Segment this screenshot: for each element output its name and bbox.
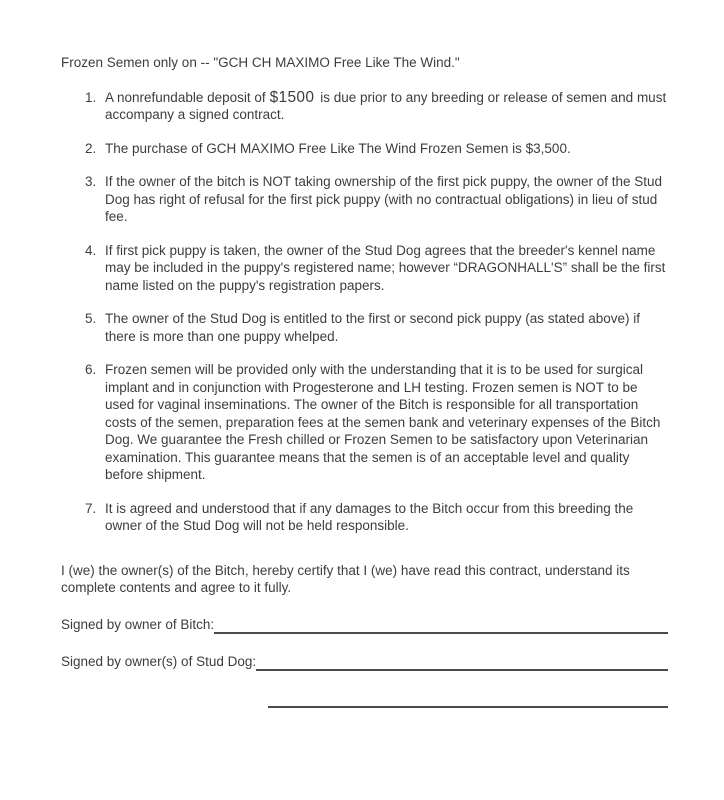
item-number: 6. bbox=[85, 362, 97, 377]
signature-label-stud-dog: Signed by owner(s) of Stud Dog: bbox=[61, 654, 257, 669]
item-text: If first pick puppy is taken, the owner of the Stud Dog agrees that the breeder's kennel name may be included in the puppy's registered name; however “DRAGONHALL'S” shall be the first name listed on the puppy's registration papers. bbox=[105, 242, 666, 293]
contract-term-7 bbox=[85, 500, 668, 535]
item-number: 3. bbox=[85, 174, 97, 189]
contract-term-2 bbox=[85, 140, 668, 158]
signature-row-bitch bbox=[61, 616, 668, 634]
signature-line-stud-dog bbox=[256, 655, 668, 671]
signature-line-bitch bbox=[214, 618, 668, 634]
signature-row-stud-dog bbox=[61, 653, 668, 671]
contract-term-3 bbox=[85, 173, 668, 226]
item-text: The purchase of GCH MAXIMO Free Like The Wind Frozen Semen is $3,500. bbox=[105, 140, 571, 156]
item-text: It is agreed and understood that if any damages to the Bitch occur from this breeding the owner of the Stud Dog will not be held responsible. bbox=[105, 500, 634, 533]
contract-term-6 bbox=[85, 361, 668, 484]
item-text: If the owner of the bitch is NOT taking ownership of the first pick puppy, the owner of the Stud Dog has right of refusal for the first pick puppy (with no contractual obligations) in lieu of stud fee. bbox=[105, 174, 663, 224]
signature-label-bitch: Signed by owner of Bitch: bbox=[61, 617, 215, 632]
contract-term-4 bbox=[85, 242, 668, 295]
contract-term-5 bbox=[85, 310, 668, 345]
deposit-amount: $1500 bbox=[269, 88, 315, 106]
contract-terms-list bbox=[61, 89, 668, 535]
item-number: 7. bbox=[85, 500, 97, 516]
deposit-text-pre: A nonrefundable deposit of bbox=[105, 89, 266, 105]
item-number: 4. bbox=[85, 242, 97, 258]
contract-term-1 bbox=[85, 89, 668, 124]
certification-paragraph: I (we) the owner(s) of the Bitch, hereby certify that I (we) have read this contract, understand its complete contents and agree to it fully. bbox=[61, 562, 630, 595]
item-text: The owner of the Stud Dog is entitled to the first or second pick puppy (as stated above) if there is more than one puppy whelped. bbox=[105, 311, 641, 344]
signature-row-extra bbox=[61, 690, 668, 708]
item-text: Frozen semen will be provided only with the understanding that it is to be used for surgical implant and in conjunction with Progesterone and LH testing. Frozen semen is NOT to be used for vaginal inseminations. The owner of the Bitch is responsible for all transportation costs of the semen, preparation fees at the semen bank and veterinary expenses of the Bitch Dog. We guarantee the Fresh chilled or Frozen Semen to be satisfactory upon Veterinarian examination. This guarantee means that the semen is of an acceptable level and quality before shipment. bbox=[105, 362, 661, 482]
signature-line-extra bbox=[268, 692, 668, 708]
document-title: Frozen Semen only on -- "GCH CH MAXIMO Free Like The Wind." bbox=[61, 55, 460, 70]
deposit-text-post: is due prior to any breeding or release of semen and must accompany a signed contract. bbox=[105, 89, 667, 122]
item-number: 1. bbox=[85, 89, 97, 105]
item-number: 2. bbox=[85, 140, 97, 156]
item-text bbox=[105, 89, 668, 124]
item-number: 5. bbox=[85, 311, 97, 326]
